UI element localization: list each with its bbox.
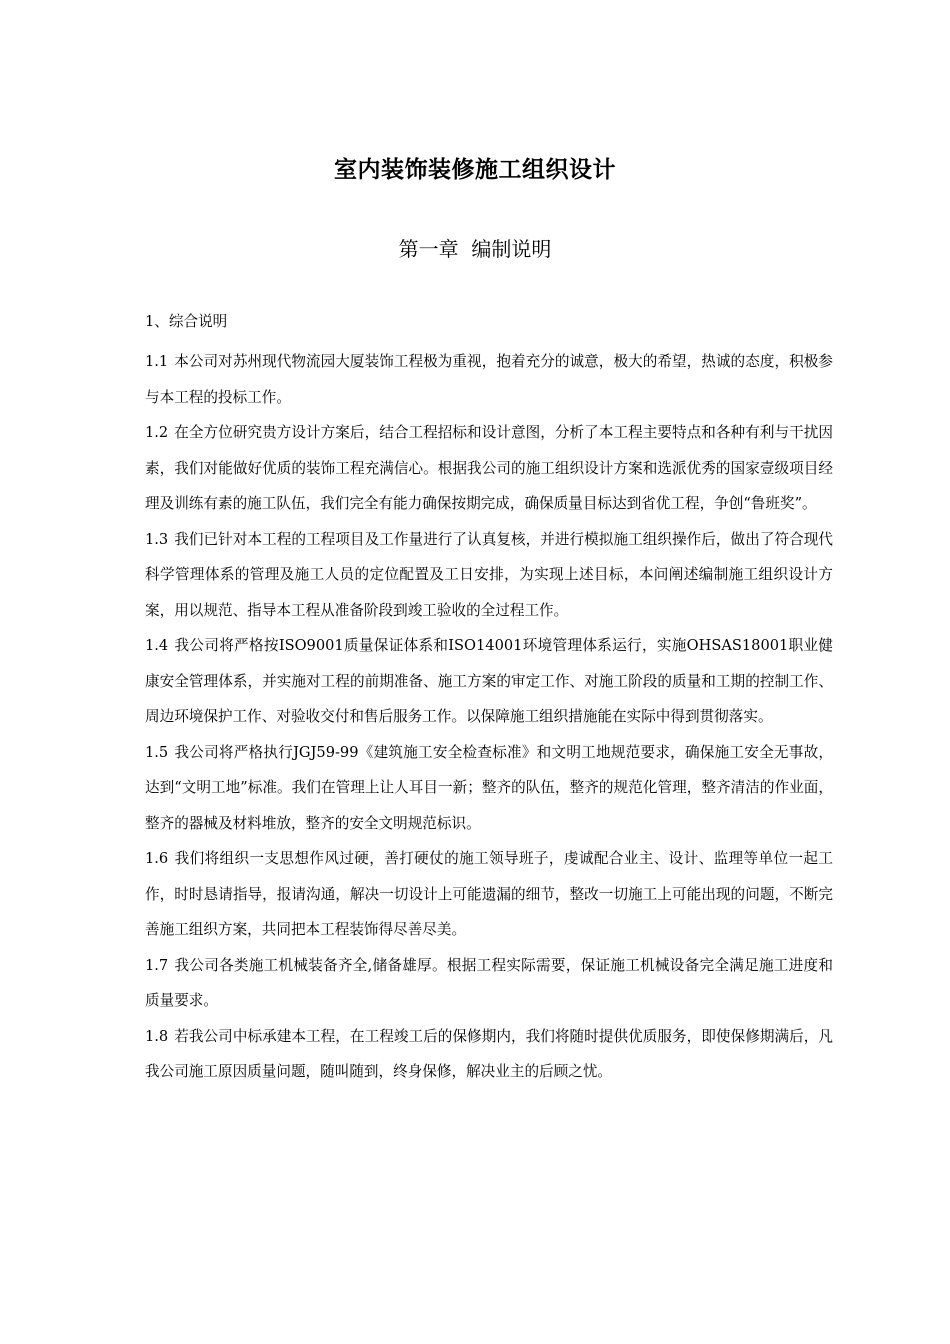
- paragraph-number: 1.7: [145, 956, 169, 974]
- document-title: 室内装饰装修施工组织设计: [334, 156, 616, 183]
- paragraph-1-4: [145, 628, 833, 735]
- paragraph-text: 我公司将严格按ISO9001质量保证体系和ISO14001环境管理体系运行，实施OHSAS18001职业健康安全管理体系，并实施对工程的前期准备、施工方案的审定工作、对施工阶段的质量和工期的控制工作、周边环境保护工作、对验收交付和售后服务工作。以保障施工组织措施能在实际中得到贯彻落实。: [145, 637, 833, 725]
- chapter-title: [0, 232, 950, 266]
- paragraph-number: 1.6: [145, 850, 169, 867]
- paragraph-text: 若我公司中标承建本工程，在工程竣工后的保修期内，我们将随时提供优质服务，即使保修期满后，凡我公司施工原因质量问题，随叫随到，终身保修，解决业主的后顾之忧。: [145, 1027, 833, 1080]
- document-body: [145, 308, 833, 1090]
- paragraph-text: 我公司各类施工机械装备齐全,储备雄厚。根据工程实际需要，保证施工机械设备完全满足施工进度和质量要求。: [145, 956, 833, 1009]
- paragraph-1-5: [145, 735, 833, 842]
- paragraph-number: 1.8: [145, 1027, 169, 1045]
- paragraph-1-7: [145, 948, 833, 1019]
- chapter-name: 编制说明: [471, 237, 552, 261]
- paragraph-1-3: [145, 522, 833, 629]
- paragraph-number: 1.2: [145, 424, 169, 441]
- paragraph-1-8: [145, 1019, 833, 1090]
- paragraph-1-2: [145, 415, 833, 522]
- paragraph-1-1: [145, 344, 833, 415]
- paragraph-number: 1.4: [145, 637, 169, 654]
- paragraph-number: 1.5: [145, 743, 169, 761]
- paragraph-1-6: [145, 841, 833, 948]
- paragraph-text: 本公司对苏州现代物流园大厦装饰工程极为重视，抱着充分的诚意，极大的希望，热诚的态度，积极参与本工程的投标工作。: [145, 353, 833, 406]
- paragraph-text: 在全方位研究贵方设计方案后，结合工程招标和设计意图，分析了本工程主要特点和各种有利与干扰因素，我们对能做好优质的装饰工程充满信心。根据我公司的施工组织设计方案和选派优秀的国家壹级项目经理及训练有素的施工队伍，我们完全有能力确保按期完成，确保质量目标达到省优工程，争创“鲁班奖”。: [145, 424, 833, 512]
- paragraph-number: 1.3: [145, 530, 169, 548]
- section-heading: 1、综合说明: [145, 313, 228, 330]
- paragraph-number: 1.1: [145, 353, 169, 370]
- paragraph-text: 我们将组织一支思想作风过硬，善打硬仗的施工领导班子，虔诚配合业主、设计、监理等单位一起工作，时时恳请指导，报请沟通，解决一切设计上可能遗漏的细节，整改一切施工上可能出现的问题，不断完善施工组织方案，共同把本工程装饰得尽善尽美。: [145, 850, 833, 938]
- paragraph-text: 我公司将严格执行JGJ59-99《建筑施工安全检查标准》和文明工地规范要求，确保施工安全无事故，达到“文明工地”标准。我们在管理上让人耳目一新；整齐的队伍，整齐的规范化管理，整齐清洁的作业面，整齐的器械及材料堆放，整齐的安全文明规范标识。: [145, 743, 833, 832]
- paragraph-text: 我们已针对本工程的工程项目及工作量进行了认真复核，并进行模拟施工组织操作后，做出了符合现代科学管理体系的管理及施工人员的定位配置及工日安排，为实现上述目标，本问阐述编制施工组织设计方案，用以规范、指导本工程从准备阶段到竣工验收的全过程工作。: [145, 530, 833, 619]
- chapter-label: 第一章: [398, 237, 459, 261]
